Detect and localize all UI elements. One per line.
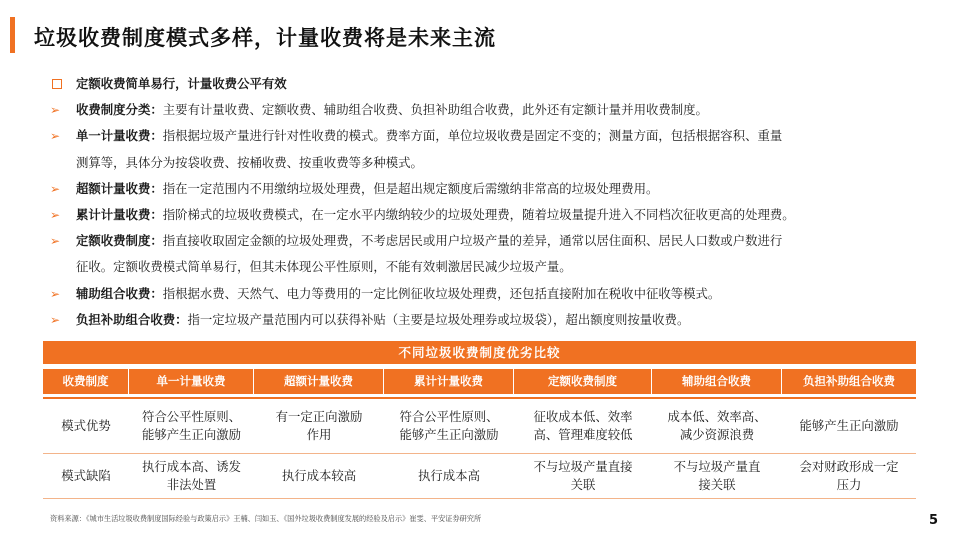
table-cell-line: 符合公平性原则、 (141, 409, 242, 424)
slide-title: 垃圾收费制度模式多样，计量收费将是未来主流 (34, 26, 496, 50)
bullet-item (50, 123, 935, 149)
table-cell-line: 高、管理难度较低 (533, 427, 633, 442)
bullet-term: 负担补助组合收费： (76, 311, 188, 327)
table-cell-line: 模式优势 (61, 418, 111, 433)
table-cell-line: 非法处置 (166, 477, 217, 492)
table-header-cell: 超额计量收费 (254, 369, 384, 394)
table-cell-line: 接关联 (698, 477, 736, 492)
table-header-cell: 累计计量收费 (384, 369, 514, 394)
table-cell-line: 减少资源浪费 (679, 427, 755, 442)
bullet-item (50, 202, 935, 228)
bullet-item-continuation (50, 254, 935, 280)
bullet-term: 收费制度分类： (76, 102, 163, 118)
table-cell-line: 征收成本低、效率 (533, 409, 633, 424)
table-cell-line: 不与垃圾产量直 (673, 459, 761, 474)
table-cell (782, 399, 916, 453)
content-area (50, 71, 935, 333)
table-cell-line: 不与垃圾产量直接 (533, 459, 633, 474)
bullet-term: 辅助组合收费： (76, 285, 163, 301)
table-header-cell: 单一计量收费 (129, 369, 254, 394)
table-title: 不同垃圾收费制度优劣比较 (43, 341, 916, 364)
page-number: 5 (929, 513, 939, 528)
table-cell (254, 454, 384, 498)
bullet-item-continuation (50, 150, 935, 176)
source-footnote: 资料来源：《城市生活垃圾收费制度国际经验与政策启示》王楠、闫如玉、《国外垃圾收费制度发展的经验及启示》崔雯、平安证券研究所 (50, 514, 482, 523)
table-cell (129, 399, 254, 453)
bullet-term: 超额计量收费： (76, 180, 163, 196)
title-accent-bar (10, 17, 15, 53)
table-row (43, 397, 916, 454)
bullet-text: 指在一定范围内不用缴纳垃圾处理费，但是超出规定额度后需缴纳非常高的垃圾处理费用。 (162, 180, 659, 196)
table-row-label (43, 399, 129, 453)
table-header-cell: 辅助组合收费 (652, 369, 782, 394)
table-cell (514, 454, 652, 498)
bullet-text: 指根据垃圾产量进行针对性收费的模式。费率方面，单位垃圾收费是固定不变的；测量方面，包括根据容积、重量 (162, 128, 783, 144)
section-heading (50, 71, 935, 97)
bullet-text: 测算等，具体分为按袋收费、按桶收费、按重收费等多种模式。 (76, 154, 423, 170)
table-cell (129, 454, 254, 498)
table-cell-line: 压力 (836, 477, 862, 492)
bullet-item (50, 307, 935, 333)
table-header-row (43, 369, 916, 394)
bullet-list (50, 97, 935, 333)
table-cell-line: 模式缺陷 (61, 468, 111, 483)
table-cell (384, 454, 514, 498)
table-cell-line: 执行成本高 (418, 468, 480, 483)
bullet-term: 定额收费制度： (76, 233, 163, 249)
bullet-text: 主要有计量收费、定额收费、辅助组合收费、负担补助组合收费，此外还有定额计量并用收费制度。 (162, 102, 708, 118)
arrow-bullet-icon: ➢ (50, 286, 61, 301)
table-cell-line: 符合公平性原则、 (399, 409, 499, 424)
table-cell (782, 454, 916, 498)
bullet-term: 累计计量收费： (76, 207, 163, 223)
table-body (43, 397, 916, 499)
bullet-item (50, 176, 935, 202)
arrow-bullet-icon: ➢ (50, 208, 61, 223)
arrow-bullet-icon: ➢ (50, 312, 61, 327)
table-cell-line: 能够产生正向激励 (399, 427, 499, 442)
bullet-text: 指阶梯式的垃圾收费模式，在一定水平内缴纳较少的垃圾处理费，随着垃圾量提升进入不同档次征收更高的处理费。 (162, 207, 795, 223)
table-row-label (43, 454, 129, 498)
table-header-cell: 负担补助组合收费 (803, 374, 895, 388)
bullet-text: 指根据水费、天然气、电力等费用的一定比例征收垃圾处理费，还包括直接附加在税收中征收等模式。 (162, 285, 721, 301)
square-bullet-icon (52, 79, 62, 89)
table-cell-line: 执行成本高、诱发 (141, 459, 242, 474)
bullet-item (50, 281, 935, 307)
bullet-term: 单一计量收费： (76, 128, 163, 144)
table-cell-line: 成本低、效率高、 (667, 409, 767, 424)
section-heading-text: 定额收费简单易行，计量收费公平有效 (76, 76, 287, 91)
table-header-cell: 定额收费制度 (514, 369, 652, 394)
bullet-text: 指一定垃圾产量范围内可以获得补贴（主要是垃圾处理券或垃圾袋），超出额度则按量收费。 (187, 311, 690, 327)
table-cell-line: 能够产生正向激励 (799, 418, 899, 433)
table-header-cell: 收费制度 (43, 369, 129, 394)
arrow-bullet-icon: ➢ (50, 129, 61, 144)
bullet-text: 指直接收取固定金额的垃圾处理费，不考虑居民或用户垃圾产量的差异，通常以居住面积、居民人口数或户数进行 (162, 233, 783, 249)
arrow-bullet-icon: ➢ (50, 181, 61, 196)
table-cell (254, 399, 384, 453)
table-cell (514, 399, 652, 453)
table-cell (652, 399, 782, 453)
arrow-bullet-icon: ➢ (50, 103, 61, 118)
comparison-table (43, 341, 916, 499)
table-cell-line: 能够产生正向激励 (141, 427, 242, 442)
table-cell-line: 有一定正向激励 (275, 409, 363, 424)
bullet-item (50, 228, 935, 254)
table-row (43, 454, 916, 499)
table-cell-line: 作用 (306, 427, 332, 442)
table-cell-line: 关联 (570, 477, 596, 492)
table-cell (384, 399, 514, 453)
arrow-bullet-icon: ➢ (50, 234, 61, 249)
table-cell-line: 会对财政形成一定 (799, 459, 899, 474)
table-cell-line: 执行成本较高 (281, 468, 357, 483)
bullet-text: 征收。定额收费模式简单易行，但其未体现公平性原则，不能有效刺激居民减少垃圾产量。 (76, 259, 572, 275)
table-cell (652, 454, 782, 498)
bullet-item (50, 97, 935, 123)
